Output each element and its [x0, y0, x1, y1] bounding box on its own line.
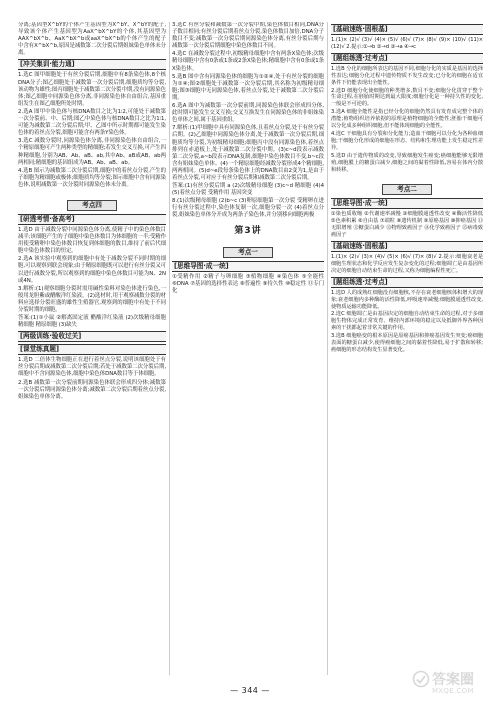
column-left: [18, 22, 166, 677]
column-middle: [172, 22, 324, 677]
answer-paragraph: 2.选A 该实验中观察到的细胞中有处于减数分裂不同时期的细胞,可以观察到联会现象;由于精原细胞既可以进行有丝分裂又可以进行减数分裂,所以观察到的细胞中染色体数目可能为N、2N或4N。: [18, 256, 166, 284]
section-header: [研透考情·备高考]: [18, 214, 166, 225]
answer-paragraph: 3.解析:(1)观察细胞分裂时需用碱性染料对染色体进行染色,一般用龙胆紫或醋酸洋红染液。(2)选材时,用于观察减数分裂的材料应选择分裂旺盛的雄性生殖器官,观察到的细胞中有处于不同分裂时期的细胞。: [18, 285, 166, 313]
answer-paragraph: 2.选A 图甲中染色体与核DNA数目之比为1∶2,可能处于减数第一次分裂前、中、后期;图乙中染色体与核DNA数目之比为1∶1,可能为减数第二次分裂后期;甲、乙图中所示时期都可能发生染色体的着丝点分裂,细胞可能含有两条Y染色体。: [18, 108, 166, 137]
answer-paragraph: 3.选A 细胞全能性是指已经分化的细胞仍然具有发育成完整个体的潜能;植物组织培养依据的原理是植物细胞的全能性;胚胎干细胞可以分化成多种组织细胞,但不能体现细胞的全能性。: [331, 109, 483, 130]
answer-paragraph: 5.选B 图中含有同源染色体的细胞为①②④,处于有丝分裂的细胞为①④;图②细胞处于减数第一次分裂后期,其名称为初级精母细胞;图③细胞中无同源染色体,着丝点分裂,处于减数第二次分裂后期。: [172, 73, 324, 101]
lecture-title: 第3讲: [234, 225, 262, 236]
answer-paragraph: 1.(1)× (2)√ (3)× (4)√ (5)× (6)√ (7)× (8)√ 2.提示:细胞衰老是细胞生理状态和化学反应发生复杂变化的过程;细胞凋亡是由基因所决定的细胞自动结束生命的过程,又称为细胞编程性死亡。: [331, 254, 483, 274]
watermark-text: 答案圈: [432, 672, 474, 688]
watermark-url: MXQE.COM: [432, 687, 474, 695]
section-header: [思维导图·成一统]: [331, 198, 483, 209]
column-divider: [327, 22, 328, 675]
section-header: [思维导图·成一统]: [172, 261, 324, 272]
answer-line: 答案:(1)有丝分裂后期 a (2)次级精母细胞 (3)c~d 精细胞 (4)4 (5)着丝点分裂 受精作用 基因突变: [172, 183, 324, 197]
answer-paragraph: 2.选D 细胞分化使细胞的种类增多,数目不变;细胞分化贯穿于整个生命过程,在胚胎时期达到最大限度;细胞分化是一种持久性的变化,一般是不可逆的。: [331, 87, 483, 108]
section-header: [题组练透·过考点]: [331, 277, 483, 288]
answer-paragraph: 5.选D 由于遗传物质的改变,导致细胞发生癌变;癌细胞能够无限增殖,细胞膜上的糖蛋白减少,细胞之间的黏着性降低,容易在体内分散和转移。: [331, 152, 483, 173]
answer-paragraph: ①染色质收缩 ②代谢速率减慢 ③细胞膜通透性改变 ④酶活性降低 ⑤色素积累 ⑥自由基 ⑦端粒 ⑧遗传机制 ⑨原癌基因 ⑩抑癌基因 ⑪无限增殖 ⑫糖蛋白减少 ⑬物理致癌因子 ⑭化学致癌因子 ⑮病毒致癌因子: [331, 211, 483, 239]
answer-paragraph: 3.选B 细胞癌变的根本原因是原癌基因和抑癌基因发生突变;癌细胞表面的糖蛋白减少,使得癌细胞之间的黏着性降低,易于扩散和转移;癌细胞的形态结构发生显著变化。: [331, 333, 483, 353]
topic-banner: 考点四: [18, 192, 166, 211]
answer-paragraph: 2.选B 减数第一次分裂前期同源染色体联会形成四分体;减数第一次分裂后期同源染色体分离;减数第二次分裂后期着丝点分裂,姐妹染色单体分离。: [18, 379, 166, 400]
section-header: [冲关集训·能力通]: [18, 59, 166, 70]
section-header: [两级训练·验收过关]: [18, 331, 166, 342]
watermark-logo-icon: [412, 670, 430, 688]
answer-paragraph: 分离;基因型X^bY的个体产生基因型为X^bY、X^bY的配子,导致该个体产生基因型为AaX^bX^bY的个体,其基因型为AAX^bX^b、AaX^bX^b或aaX^bX^b的个体产生的配子中含有X^bX^b,原因是减数第二次分裂后期姐妹染色单体未分离。: [18, 22, 166, 57]
answer-paragraph: 4.选C 干细胞具有分裂和分化能力;造血干细胞可以分化为各种血细胞;干细胞分化形成的细胞在形态、结构和生理功能上发生稳定性差异。: [331, 130, 483, 151]
answer-paragraph: 4.选B 图示为减数第二次分裂后期,细胞中的着丝点分裂,产生的子细胞为精细胞或极体;细胞质均等分裂;图示细胞中含有同源染色体,说明减数第一次分裂时同源染色体未分离。: [18, 167, 166, 188]
answer-paragraph: 1.选B 分化的细胞所表达的基因不同,细胞分化的实质是基因的选择性表达;细胞分化过程中遗传物质不发生改变;已分化的细胞在适宜条件下仍能表现出全能性。: [331, 65, 483, 86]
section-header: [基础速练·固根基]: [331, 24, 483, 35]
answer-paragraph: 1.选D 人的成熟红细胞没有细胞核,不存在衰老细胞核体积增大的现象;衰老细胞内多种酶的活性降低,呼吸速率减慢;细胞膜通透性改变,使物质运输功能降低。: [331, 289, 483, 310]
answer-paragraph: ①受精作用 ②精子与卵细胞 ③植物细胞 ④染色体 ⑤全能性 ⑥DNA ⑦基因的选择性表达 ⑧普遍性 ⑨持久性 ⑩稳定性 ⑪专门化: [172, 273, 324, 294]
answer-paragraph: 1.选D 二倍体生物细胞正在进行着丝点分裂,说明该细胞处于有丝分裂后期或减数第二次分裂后期;若处于减数第二次分裂后期,细胞中不含同源染色体,细胞中染色体DNA数目等于体细胞。: [18, 357, 166, 378]
section-header: [课堂练真题]: [18, 344, 166, 355]
topic-banner: 考点二: [331, 176, 483, 195]
section-header: [题组练透·过考点]: [331, 53, 483, 64]
answer-paragraph: 1.选C 图甲细胞处于有丝分裂后期,细胞中有8条染色体,8个核DNA分子;图乙细胞处于减数第一次分裂后期,细胞质均等分裂,该动物为雄性;图丙细胞处于减数第二次分裂中期,没有同源染色体;图乙细胞中同源染色体分离,非同源染色体自由组合,基因重组发生在图乙细胞所处时期。: [18, 72, 166, 107]
answer-paragraph: 3.选C 减数分裂时,同源染色体分离,非同源染色体自由组合,一个精原细胞可产生两种类型的精细胞;若发生交叉互换,可产生四种精细胞,分别为AB、Ab、aB、ab,其中Ab、aB或AB、ab两两相同;精细胞的基因组成为AB、Ab、aB、ab。: [18, 138, 166, 166]
answer-paragraph: 6.选A 图中为减数第一次分裂前期,同源染色体联会形成四分体,此时期可能发生交叉互换;交叉互换发生在同源染色体的非姐妹染色单体之间,属于基因重组。: [172, 103, 324, 124]
answer-paragraph: 1.(1)× (2)√ (3)√ (4)× (5)√ (6)√ (7)× (8)√ (9)× (10)√ (11)× (12)√ 2.提示:①→b ②→d ③→a ④→c: [331, 37, 483, 50]
column-divider: [169, 22, 170, 675]
answer-line: 答案:(1)①小鼠 ②解离固定液 醋酸洋红染液 (2)次级精母细胞 精细胞 精原细胞 (3)缺失: [18, 315, 166, 329]
topic-banner: 考点一: [172, 239, 324, 258]
answer-paragraph: 2.选C 细胞凋亡是由基因决定的细胞自动结束生命的过程,对于多细胞生物体完成正常发育、维持内部环境的稳定以及抵御外界各种因素的干扰都起着非常关键的作用。: [331, 311, 483, 332]
answer-paragraph: 7.解析:(1)甲细胞中具有同源染色体,且着丝点分裂,处于有丝分裂后期。(2)乙细胞中同源染色体分离,处于减数第一次分裂后期,细胞质均等分裂,为初级精母细胞;细胞丙中没有同源染色体,着丝点排列在赤道板上,处于减数第二次分裂中期。(3)c~d段表示减数第二次分裂,a~b段表示DNA复制,细胞中染色体数目不变,b~c段含有姐妹染色单体。(4)一个精原细胞经减数分裂形成4个精细胞,两两相同。(5)d~e段每条染色体上的DNA数目由2变为1,是由于着丝点分裂,可对应于有丝分裂后期和减数第二次分裂后期。: [172, 125, 324, 181]
answer-paragraph: 8.(1)次级精母细胞 (2)b~c (3)卵原细胞第一次分裂 受精卵在进行有丝分裂过程中,染色体复制一次,细胞分裂一次 (4)着丝点分裂,姐妹染色单体分开成为两条子染色体,并分别移向细胞两极: [172, 198, 324, 219]
section-header: [基础速练·固根基]: [331, 241, 483, 252]
answer-paragraph: 3.选C 有丝分裂和减数第一次分裂中期,染色体数目相同,DNA分子数目相同;有丝分裂后期着丝点分裂,染色体数目加倍,DNA分子数目不变;减数第一次分裂后期同源染色体分离,有丝分裂后期与减数第一次分裂后期细胞中染色体数目不同。: [172, 22, 324, 50]
column-right: [331, 22, 483, 677]
page-number: — 344 —: [230, 686, 270, 695]
watermark: [412, 668, 494, 700]
answer-paragraph: 1.选D 由于减数分裂中同源染色体分离,使精子中的染色体数目减半;该细胞产生的子细胞中染色体数目为体细胞的一半;受精作用使受精卵中染色体数目恢复到体细胞的数目,维持了前后代细胞中染色体数目的恒定。: [18, 226, 166, 255]
answer-paragraph: 4.选C 在减数分裂过程中,初级精母细胞中含有两条X染色体;次级精母细胞中含有0条或1条或2条X染色体;精细胞中含有0条或1条X染色体。: [172, 51, 324, 72]
